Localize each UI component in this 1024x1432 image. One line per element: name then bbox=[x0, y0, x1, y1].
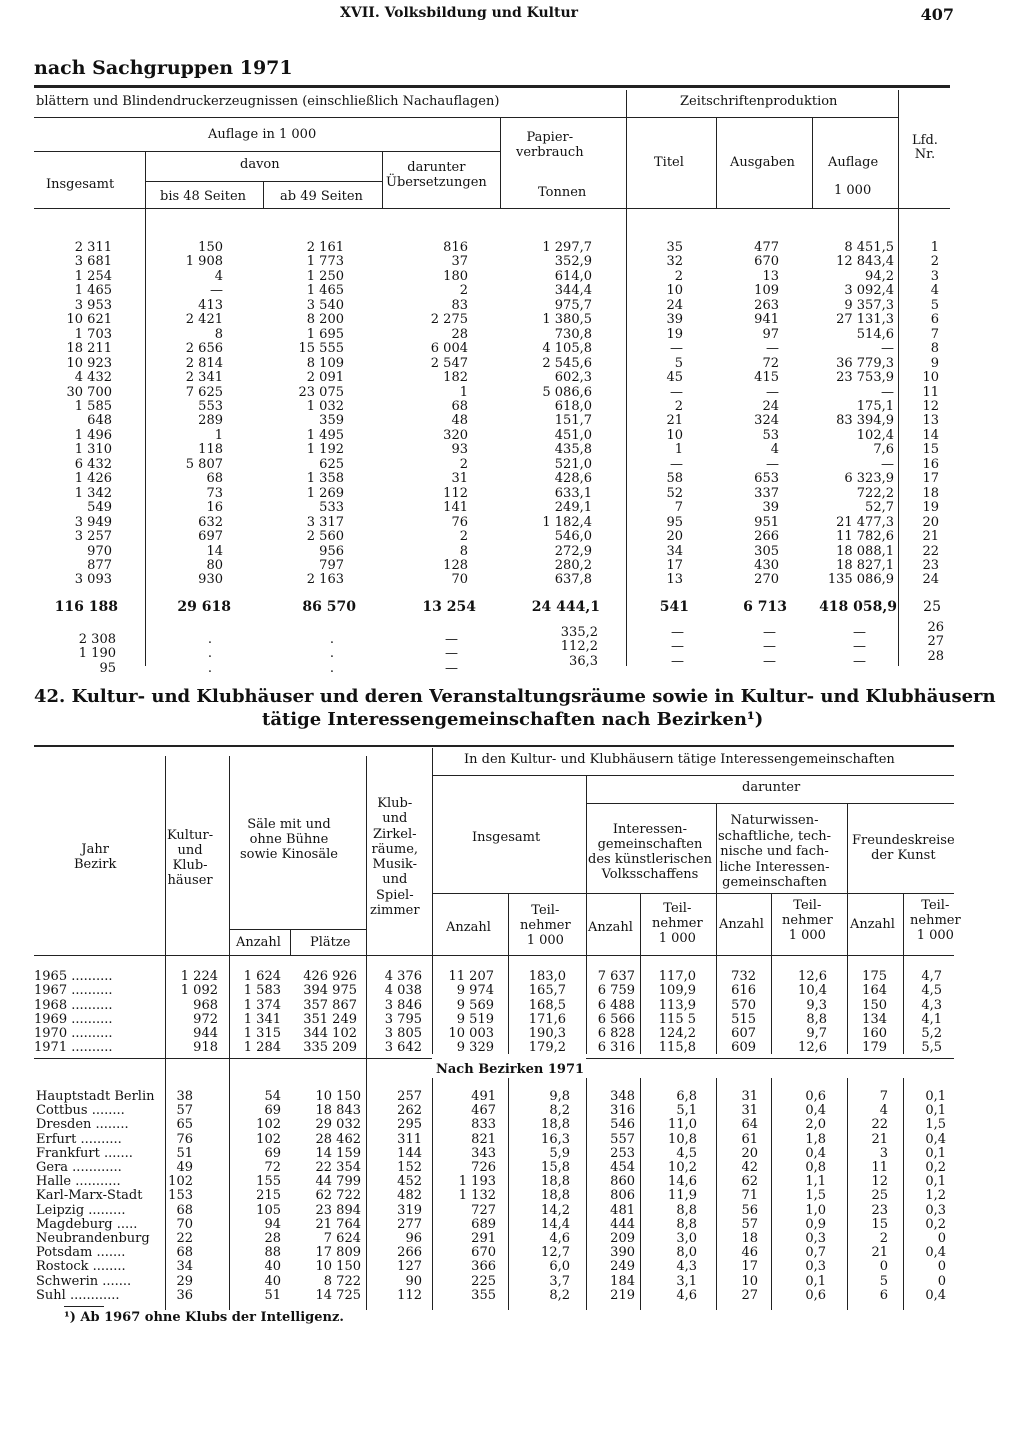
col-42-saele-bezirke: 54 69 102 102 69 72 155 215 105 94 28 88 40 40 51 bbox=[256, 1089, 281, 1303]
header-auflage: Auflage in 1 000 bbox=[208, 127, 317, 142]
header-42-saele: Säle mit und ohne Bühne sowie Kinosäle bbox=[240, 817, 338, 862]
vrule bbox=[898, 90, 899, 666]
header-tonnen: Tonnen bbox=[538, 185, 587, 200]
total-papier: 24 444,1 bbox=[531, 599, 600, 615]
tail-papier: 335,2 112,2 36,3 bbox=[560, 625, 598, 669]
header-bis48: bis 48 Seiten bbox=[160, 189, 247, 204]
header-42-volksschaffen: Interessen- gemeinschaften des künstlerischen Volksschaffens bbox=[588, 822, 712, 882]
col-42-plaetze-jahre: 426 926 394 975 357 867 351 249 344 102 335 209 bbox=[303, 969, 357, 1056]
col-lfd-nr: 1 2 3 4 5 6 7 8 9 10 11 12 13 14 15 16 17 18 19 20 21 22 23 24 bbox=[922, 240, 939, 588]
col-auflage: 8 451,5 12 843,4 94,2 3 092,4 9 357,3 27 131,3 514,6 — 36 779,3 23 753,9 — 175,1 83 394,9 102,4 7,6 — 6 323,9 722,2 52,7 21 477,3 11 782,6 18 088,1 18 827,1 135 086,9 bbox=[827, 240, 894, 588]
rule-h1b bbox=[626, 117, 898, 118]
rule-42-mid-right bbox=[586, 1058, 954, 1059]
total-titel: 541 bbox=[659, 599, 689, 615]
rule-h3 bbox=[146, 181, 382, 182]
col-42-jahre: 1965 .......... 1967 .......... 1968 .......... 1969 .......... 1970 .......... 1971 .......... bbox=[34, 969, 113, 1056]
header-42-naturwiss: Naturwissen- schaftliche, tech- nische und fach- liche Interessen- gemeinschaften bbox=[718, 813, 832, 890]
col-42-klub-bezirke: 257 262 295 311 144 152 452 482 319 277 96 266 127 90 112 bbox=[397, 1089, 422, 1303]
col-bis48: 150 1 908 4 — 413 2 421 8 2 656 2 814 2 341 7 625 553 289 1 118 5 807 68 73 16 632 697 14 80 930 bbox=[185, 240, 223, 588]
header-42-klubraeume: Klub- und Zirkel- räume, Musik- und Spiel- zimmer bbox=[370, 796, 420, 919]
rule-h1 bbox=[34, 117, 626, 118]
vrule bbox=[716, 804, 717, 1054]
rule-42-h3 bbox=[432, 893, 954, 894]
header-titel: Titel bbox=[654, 155, 684, 170]
vrule bbox=[382, 152, 383, 208]
col-42-ia-jahre: 11 207 9 974 9 569 9 519 10 003 9 329 bbox=[448, 969, 494, 1056]
header-42-anzahl-saele: Anzahl bbox=[236, 935, 281, 950]
tail-insgesamt: 2 308 1 190 95 bbox=[78, 632, 116, 676]
col-42-fa-bezirke: 7 4 22 21 3 11 12 25 23 15 2 21 0 5 6 bbox=[871, 1089, 888, 1303]
vrule bbox=[263, 182, 264, 208]
vrule bbox=[586, 776, 587, 1054]
rule-top bbox=[34, 85, 950, 88]
col-42-na-bezirke: 31 31 64 61 20 42 62 71 56 57 18 46 17 10 27 bbox=[741, 1089, 758, 1303]
tail-auflage: — — — bbox=[853, 625, 866, 669]
col-ausgaben: 477 670 13 109 263 941 97 — 72 415 — 24 324 53 4 — 653 337 39 951 266 305 430 270 bbox=[754, 240, 779, 588]
total-uebersetzungen: 13 254 bbox=[422, 599, 476, 615]
vrule bbox=[771, 894, 772, 1054]
total-auflage: 418 058,9 bbox=[819, 599, 897, 615]
vrule bbox=[432, 1078, 433, 1310]
tail-ausgaben: — — — bbox=[763, 625, 776, 669]
col-42-nt-bezirke: 0,6 0,4 2,0 1,8 0,4 0,8 1,1 1,5 1,0 0,9 0,3 0,7 0,3 0,1 0,6 bbox=[805, 1089, 826, 1303]
group-header-right: Zeitschriftenproduktion bbox=[680, 94, 838, 109]
tail-ab49: . . . bbox=[329, 632, 334, 676]
header-42-anzahl-natur: Anzahl bbox=[719, 917, 764, 932]
col-ab49: 2 161 1 773 1 250 1 465 3 540 8 200 1 695 15 555 8 109 2 091 23 075 1 032 359 1 495 1 192 625 1 358 1 269 533 3 317 2 560 956 797 2 163 bbox=[298, 240, 344, 588]
rule-header-bottom bbox=[34, 208, 950, 209]
col-42-kt-bezirke: 6,8 5,1 11,0 10,8 4,5 10,2 14,6 11,9 8,8 8,8 3,0 8,0 4,3 3,1 4,6 bbox=[668, 1089, 697, 1303]
rule-42-h1 bbox=[432, 775, 954, 776]
header-uebersetzungen: darunter Übersetzungen bbox=[386, 160, 487, 190]
header-papier: Papier- verbrauch bbox=[516, 130, 584, 160]
table-42-title: 42. Kultur- und Klubhäuser und deren Veranstaltungsräume sowie in Kultur- und Klubhäusern bbox=[34, 686, 996, 707]
vrule bbox=[290, 930, 291, 955]
vrule bbox=[771, 1078, 772, 1310]
header-ab49: ab 49 Seiten bbox=[280, 189, 363, 204]
vrule bbox=[812, 118, 813, 208]
vrule bbox=[847, 804, 848, 1054]
header-42-anzahl-kuenstl: Anzahl bbox=[588, 920, 633, 935]
tail-lfd-nr: 26 27 28 bbox=[927, 620, 944, 664]
rule-42-h3b bbox=[230, 929, 366, 930]
table-42-title-cont: tätige Interessengemeinschaften nach Bezirken¹) bbox=[262, 709, 764, 730]
col-42-bezirke: Hauptstadt Berlin Cottbus ........ Dresden ........ Erfurt .......... Frankfurt ....... Gera ............ Halle ........... Karl-Marx-Stadt Leipzig ......... Magdeburg ..... Neubrandenburg Potsdam ....... Rostock ........ Schwerin ....... Suhl ............ bbox=[36, 1089, 155, 1303]
total-ab49: 86 570 bbox=[302, 599, 356, 615]
col-42-ft-jahre: 4,7 4,5 4,3 4,1 5,2 5,5 bbox=[921, 969, 942, 1056]
vrule bbox=[640, 894, 641, 1054]
col-42-ka-bezirke: 348 316 546 557 253 454 860 806 481 444 209 390 249 184 219 bbox=[610, 1089, 635, 1303]
col-42-ft-bezirke: 0,1 0,1 1,5 0,4 0,1 0,2 0,1 1,2 0,3 0,2 0 0,4 0 0 0,4 bbox=[925, 1089, 946, 1303]
header-42-jahr-bezirk: Jahr Bezirk bbox=[74, 842, 117, 872]
col-42-kh-bezirke: 38 57 65 76 51 49 102 153 68 70 22 68 34 29 36 bbox=[168, 1089, 193, 1303]
running-header: XVII. Volksbildung und Kultur bbox=[340, 5, 579, 21]
header-42-freundeskreise: Freundeskreise der Kunst bbox=[852, 833, 955, 863]
vrule bbox=[145, 152, 146, 666]
col-42-it-bezirke: 9,8 8,2 18,8 16,3 5,9 15,8 18,8 18,8 14,2 14,4 4,6 12,7 6,0 3,7 8,2 bbox=[541, 1089, 570, 1303]
col-42-na-jahre: 732 616 570 515 607 609 bbox=[731, 969, 756, 1056]
header-42-teilnehmer-natur: Teil- nehmer 1 000 bbox=[782, 898, 833, 943]
vrule bbox=[640, 1078, 641, 1310]
col-uebersetzungen: 816 37 180 2 83 2 275 28 6 004 2 547 182 1 68 48 320 93 2 31 112 141 76 2 8 128 70 bbox=[430, 240, 468, 588]
vrule bbox=[903, 894, 904, 1054]
vrule bbox=[508, 894, 509, 1054]
col-42-plaetze-bezirke: 10 150 18 843 29 032 28 462 14 159 22 354 44 799 62 722 23 894 21 764 7 624 17 809 10 150 8 722 14 725 bbox=[315, 1089, 361, 1303]
section-title: nach Sachgruppen 1971 bbox=[34, 57, 293, 79]
header-42-teilnehmer-kuenstl: Teil- nehmer 1 000 bbox=[652, 901, 703, 946]
rule-h2 bbox=[34, 151, 500, 152]
col-papier: 1 297,7 352,9 614,0 344,4 975,7 1 380,5 730,8 4 105,8 2 545,6 602,3 5 086,6 618,0 151,7 451,0 435,8 521,0 428,6 633,1 249,1 1 182,4 546,0 272,9 280,2 637,8 bbox=[542, 240, 592, 588]
vrule bbox=[586, 1078, 587, 1310]
header-insgesamt: Insgesamt bbox=[46, 177, 115, 192]
header-42-plaetze: Plätze bbox=[310, 935, 351, 950]
col-42-ka-jahre: 7 637 6 759 6 488 6 566 6 828 6 316 bbox=[597, 969, 635, 1056]
total-insgesamt: 116 188 bbox=[54, 599, 118, 615]
footnote-rule bbox=[64, 1306, 104, 1307]
tail-bis48: . . . bbox=[207, 632, 212, 676]
vrule bbox=[229, 756, 230, 1310]
header-42-anzahl-insg: Anzahl bbox=[446, 920, 491, 935]
vrule bbox=[165, 756, 166, 1310]
group-header-left: blättern und Blindendruckerzeugnissen (einschließlich Nachauflagen) bbox=[36, 94, 500, 109]
vrule bbox=[626, 90, 627, 666]
col-42-fa-jahre: 175 164 150 134 160 179 bbox=[862, 969, 887, 1056]
rule-42-header-bottom bbox=[34, 955, 954, 956]
col-42-it-jahre: 183,0 165,7 168,5 171,6 190,3 179,2 bbox=[528, 969, 566, 1056]
footnote: ¹) Ab 1967 ohne Klubs der Intelligenz. bbox=[64, 1310, 344, 1325]
vrule bbox=[903, 1078, 904, 1310]
header-auflage2: Auflage bbox=[828, 155, 879, 170]
col-42-saele-jahre: 1 624 1 583 1 374 1 341 1 315 1 284 bbox=[243, 969, 281, 1056]
total-bis48: 29 618 bbox=[177, 599, 231, 615]
total-lfd-nr: 25 bbox=[923, 599, 941, 615]
tail-uebersetzungen: — — — bbox=[445, 632, 458, 676]
tail-titel: — — — bbox=[671, 625, 684, 669]
header-42-anzahl-freund: Anzahl bbox=[850, 917, 895, 932]
header-42-group: In den Kultur- und Klubhäusern tätige Interessengemeinschaften bbox=[464, 752, 895, 767]
col-42-klub-jahre: 4 376 4 038 3 846 3 795 3 805 3 642 bbox=[384, 969, 422, 1056]
rule-42-mid-left bbox=[34, 1058, 432, 1059]
col-42-kh-jahre: 1 224 1 092 968 972 944 918 bbox=[180, 969, 218, 1056]
col-42-kt-jahre: 117,0 109,9 113,9 115 5 124,2 115,8 bbox=[658, 969, 696, 1056]
rule-42-top bbox=[34, 745, 954, 747]
col-42-nt-jahre: 12,6 10,4 9,3 8,8 9,7 12,6 bbox=[798, 969, 827, 1056]
col-insgesamt: 2 311 3 681 1 254 1 465 3 953 10 621 1 703 18 211 10 923 4 432 30 700 1 585 648 1 496 1 310 6 432 1 426 1 342 549 3 949 3 257 970 877 3 093 bbox=[66, 240, 112, 588]
page-number: 407 bbox=[920, 5, 954, 24]
vrule bbox=[366, 756, 367, 1310]
col-42-ia-bezirke: 491 467 833 821 343 726 1 193 1 132 727 689 291 670 366 225 355 bbox=[458, 1089, 496, 1303]
subheader-nach-bezirken: Nach Bezirken 1971 bbox=[436, 1062, 585, 1077]
header-42-insgesamt: Insgesamt bbox=[472, 830, 541, 845]
vrule bbox=[847, 1078, 848, 1310]
total-ausgaben: 6 713 bbox=[743, 599, 787, 615]
header-42-teilnehmer-insg: Teil- nehmer 1 000 bbox=[520, 903, 571, 948]
vrule bbox=[500, 118, 501, 208]
header-42-teilnehmer-freund: Teil- nehmer 1 000 bbox=[910, 898, 961, 943]
vrule bbox=[716, 1078, 717, 1310]
vrule bbox=[508, 1078, 509, 1310]
vrule bbox=[432, 748, 433, 1054]
header-davon: davon bbox=[240, 157, 280, 172]
header-1000: 1 000 bbox=[834, 183, 872, 198]
header-lfd-nr: Lfd. Nr. bbox=[912, 133, 938, 162]
vrule bbox=[716, 118, 717, 208]
header-42-darunter: darunter bbox=[742, 780, 801, 795]
header-ausgaben: Ausgaben bbox=[730, 155, 795, 170]
header-42-kulturhaeuser: Kultur- und Klub- häuser bbox=[167, 828, 214, 888]
col-titel: 35 32 2 10 24 39 19 — 5 45 — 2 21 10 1 — 58 52 7 95 20 34 17 13 bbox=[666, 240, 683, 588]
rule-42-h2 bbox=[586, 803, 954, 804]
